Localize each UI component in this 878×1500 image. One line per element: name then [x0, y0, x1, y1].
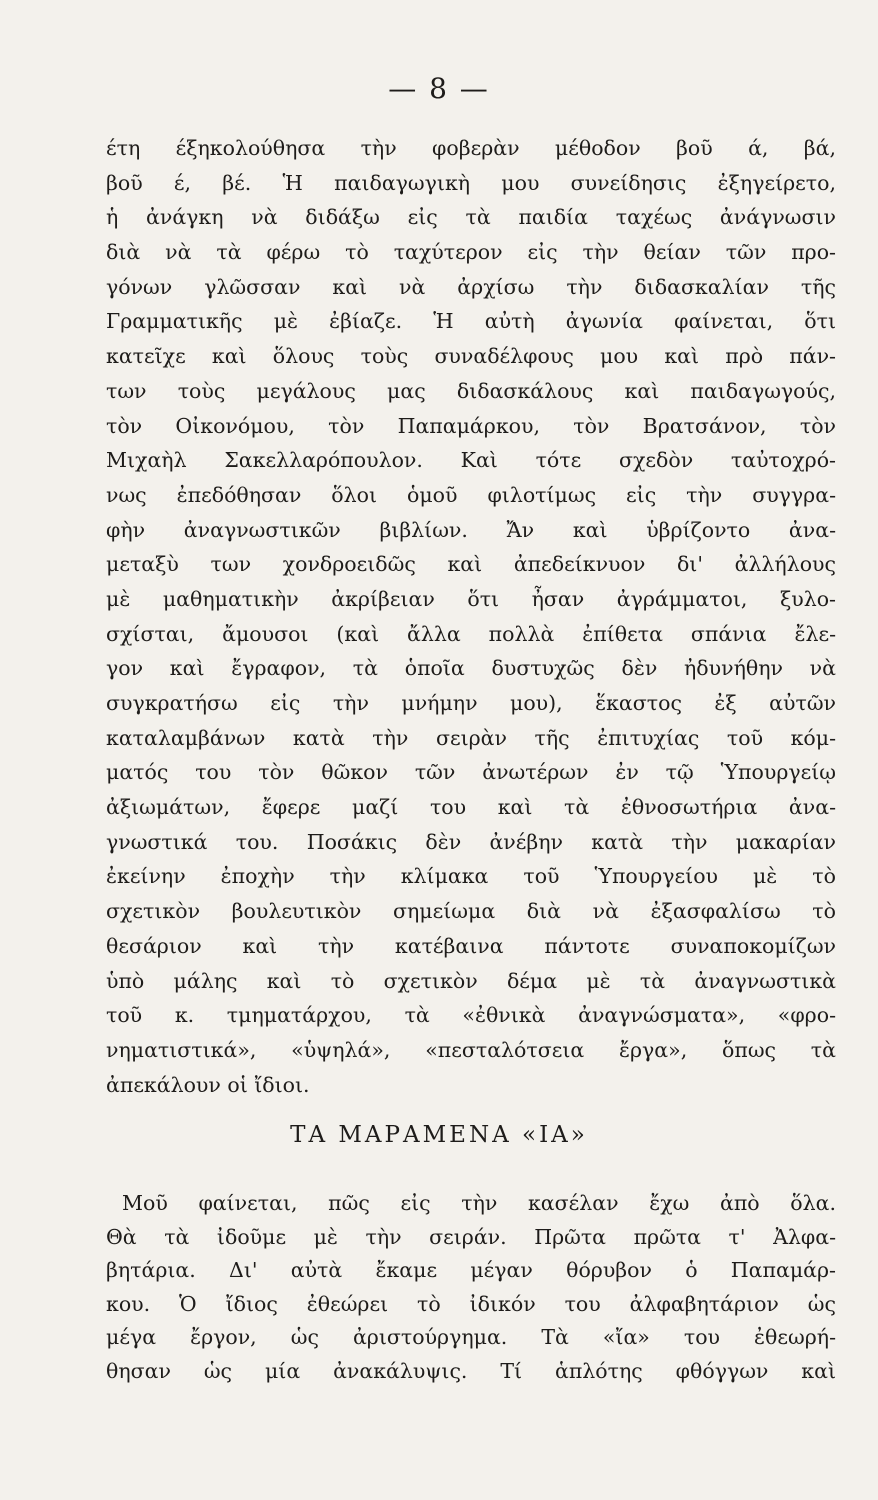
- text-line: σχίσται, ἄμουσοι (καὶ ἄλλα πολλὰ ἐπίθετα σπάνια ἔλε-: [106, 621, 836, 646]
- text-line: βητάρια. Δι' αὐτὰ ἔκαμε μέγαν θόρυβον ὁ Παπαμάρ-: [106, 1258, 836, 1282]
- text-line: Γραμματικῆς μὲ ἐβίαζε. Ἡ αὐτὴ ἀγωνία φαίνεται, ὅτι: [106, 309, 836, 334]
- text-line: θησαν ὡς μία ἀνακάλυψις. Τί ἁπλότης φθόγγων καὶ: [106, 1358, 836, 1383]
- text-line: Μοῦ φαίνεται, πῶς εἰς τὴν κασέλαν ἔχω ἀπὸ ὅλα.: [122, 1191, 836, 1215]
- text-line: γνωστικά του. Ποσάκις δὲν ἀνέβην κατὰ τὴν μακαρίαν: [106, 829, 836, 854]
- text-line: τοῦ κ. τμηματάρχου, τὰ «ἐθνικὰ ἀναγνώσματα», «φρο-: [106, 1003, 836, 1028]
- text-line: Μιχαὴλ Σακελλαρόπουλον. Καὶ τότε σχεδὸν ταὐτοχρό-: [106, 448, 836, 473]
- text-line: κατεῖχε καὶ ὅλους τοὺς συναδέλφους μου καὶ πρὸ πάν-: [106, 344, 836, 369]
- text-line: έτη έξηκολούθησα τὴν φοβερὰν μέθοδον βοῦ ά, βά,: [106, 136, 836, 160]
- text-line: κου. Ὁ ἴδιος ἐθεώρει τὸ ἰδικόν του ἀλφαβητάριον ὡς: [106, 1291, 836, 1316]
- text-line: των τοὺς μεγάλους μας διδασκάλους καὶ παιδαγωγούς,: [106, 378, 836, 403]
- text-line: βοῦ έ, βέ. Ἡ παιδαγωγικὴ μου συνείδησις ἐξηγείρετο,: [106, 170, 836, 195]
- text-line: θεσάριον καὶ τὴν κατέβαινα πάντοτε συναποκομίζων: [106, 933, 836, 958]
- text-line: μεταξὺ των χονδροειδῶς καὶ ἀπεδείκνυον δι' ἀλλήλους: [106, 552, 836, 577]
- text-line: ἀξιωμάτων, ἔφερε μαζί του καὶ τὰ ἐθνοσωτήρια ἀνα-: [106, 795, 836, 820]
- text-line: ἐκείνην ἐποχὴν τὴν κλίμακα τοῦ Ὑπουργείου μὲ τὸ: [106, 864, 836, 889]
- paragraph-section-start: [106, 1187, 836, 1388]
- text-line: σχετικὸν βουλευτικὸν σημείωμα διὰ νὰ ἐξασφαλίσω τὸ: [106, 899, 836, 924]
- text-line: ἡ ἀνάγκη νὰ διδάξω εἰς τὰ παιδία ταχέως ἀνάγνωσιν: [106, 205, 836, 230]
- text-line: νηματιστικά», «ὑψηλά», «πεσταλότσεια ἔργα», ὅπως τὰ: [106, 1037, 836, 1062]
- text-line: τὸν Οἰκονόμου, τὸν Παπαμάρκου, τὸν Βρατσάνον, τὸν: [106, 413, 836, 438]
- text-line: ἀπεκάλουν οἱ ἴδιοι.: [106, 1072, 310, 1097]
- text-line: γόνων γλῶσσαν καὶ νὰ ἀρχίσω τὴν διδασκαλίαν τῆς: [106, 274, 836, 299]
- text-line: καταλαμβάνων κατὰ τὴν σειρὰν τῆς ἐπιτυχίας τοῦ κόμ-: [106, 725, 836, 750]
- text-line: ματός του τὸν θῶκον τῶν ἀνωτέρων ἐν τῷ Ὑπουργείῳ: [106, 760, 836, 785]
- text-line: ὑπὸ μάλης καὶ τὸ σχετικὸν δέμα μὲ τὰ ἀναγνωστικὰ: [106, 968, 836, 993]
- text-line: συγκρατήσω εἰς τὴν μνήμην μου), ἕκαστος ἐξ αὐτῶν: [106, 691, 836, 715]
- section-heading: ΤΑ ΜΑΡΑΜΕΝΑ «ΙΑ»: [290, 1122, 588, 1148]
- text-line: γον καὶ ἔγραφον, τὰ ὁποῖα δυστυχῶς δὲν ἠδυνήθην νὰ: [106, 656, 836, 681]
- paragraph-continued: [106, 131, 836, 1102]
- text-line: Θὰ τὰ ἰδοῦμε μὲ τὴν σειράν. Πρῶτα πρῶτα τ' Ἀλφα-: [106, 1224, 836, 1249]
- text-line: φὴν ἀναγνωστικῶν βιβλίων. Ἄν καὶ ὑβρίζοντο ἀνα-: [106, 517, 836, 542]
- text-line: διὰ νὰ τὰ φέρω τὸ ταχύτερον εἰς τὴν θείαν τῶν προ-: [106, 240, 836, 265]
- text-line: μὲ μαθηματικὴν ἀκρίβειαν ὅτι ἦσαν ἀγράμματοι, ξυλο-: [106, 586, 836, 611]
- text-line: μέγα ἔργον, ὡς ἀριστούργημα. Τὰ «ἴα» του ἐθεωρή-: [106, 1325, 836, 1349]
- page-number: — 8 —: [388, 72, 490, 105]
- text-line: νως ἐπεδόθησαν ὅλοι ὁμοῦ φιλοτίμως εἰς τὴν συγγρα-: [106, 482, 836, 507]
